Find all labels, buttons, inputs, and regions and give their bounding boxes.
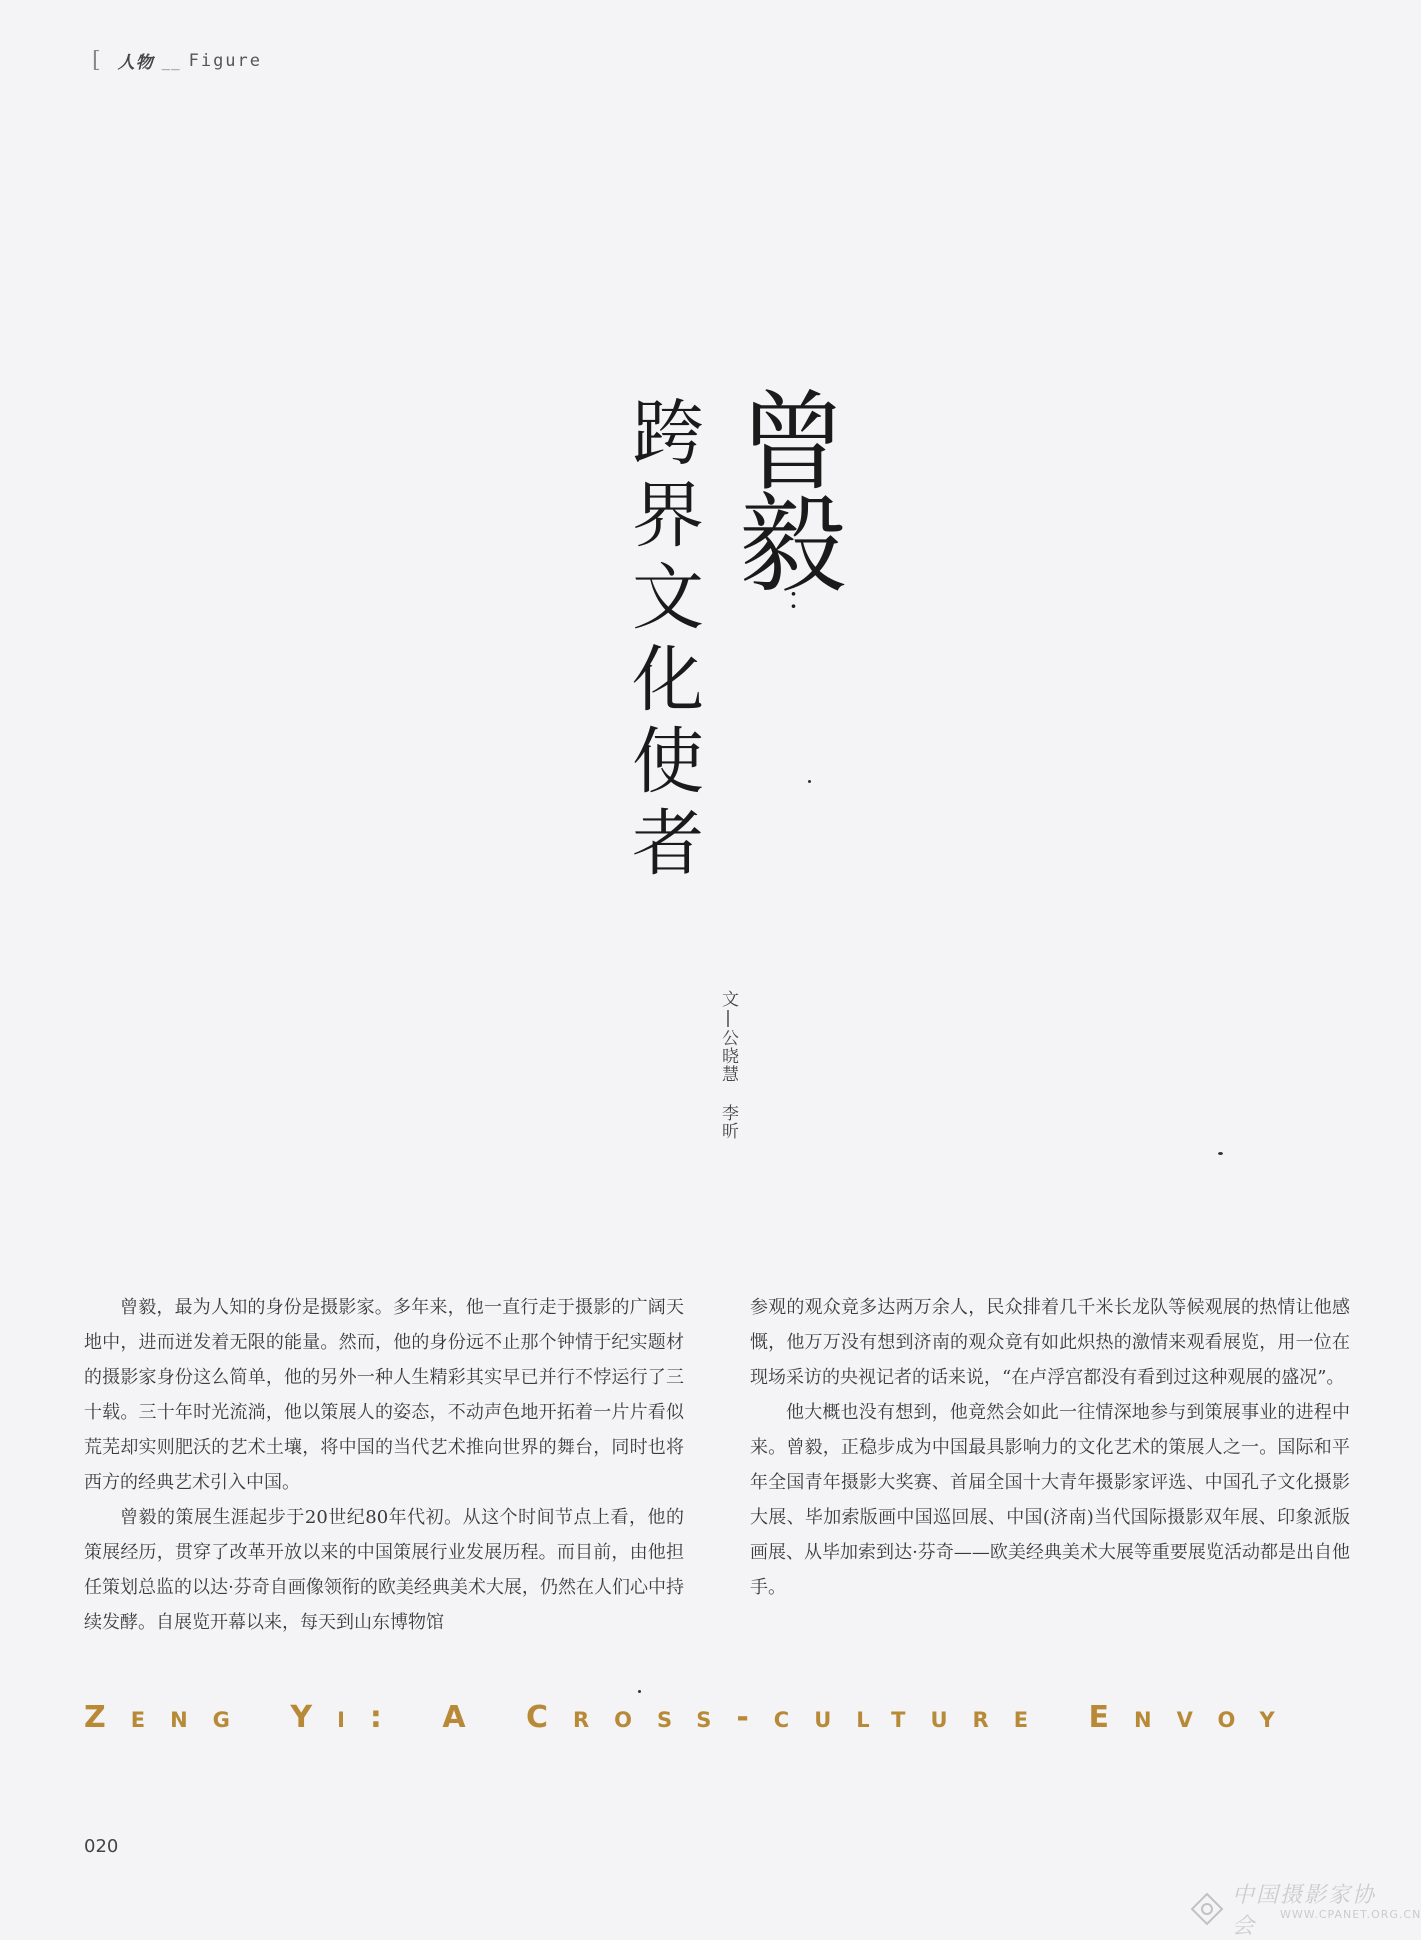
title-name-text: 曾毅	[720, 385, 845, 589]
article-title-name	[720, 385, 845, 613]
watermark-text-cn: 中国摄影家协会	[1232, 1883, 1377, 1939]
header-bracket: [	[92, 48, 102, 73]
section-label-en: Figure	[188, 50, 263, 71]
page-number: 020	[84, 1836, 119, 1857]
print-speck	[808, 780, 811, 783]
print-speck	[1218, 1152, 1223, 1155]
article-column-right	[750, 1290, 1350, 1605]
article-column-left	[84, 1290, 684, 1640]
print-speck	[638, 1690, 641, 1693]
paragraph-continuation: 参观的观众竟多达两万余人，民众排着几千米长龙队等候观展的热情让他感慨，他万万没有想到济南的观众竟有如此炽热的激情来观看展览，用一位在现场采访的央视记者的话来说，“在卢浮宫都没有看到过这种观展的盛况”。	[750, 1297, 1350, 1388]
section-header	[92, 48, 262, 73]
author-byline: 文|公晓慧 李昕	[718, 990, 738, 1140]
watermark	[1190, 1878, 1421, 1940]
paragraph: 曾毅，最为人知的身份是摄影家。多年来，他一直行走于摄影的广阔天地中，进而迸发着无限的能量。然而，他的身份远不止那个钟情于纪实题材的摄影家身份这么简单，他的另外一种人生精彩其实早已并行不悖运行了三十载。三十年时光流淌，他以策展人的姿态，不动声色地开拓着一片片看似荒芜却实则肥沃的艺术土壤，将中国的当代艺术推向世界的舞台，同时也将西方的经典艺术引入中国。	[84, 1297, 684, 1493]
english-title: Zeng Yi: A Cross-culture Envoy	[84, 1700, 1300, 1735]
article-subtitle: 跨界文化使者	[620, 395, 704, 887]
title-colon: ：	[765, 589, 800, 613]
section-label-cn: 人物	[117, 53, 154, 73]
association-logo-icon	[1190, 1892, 1224, 1926]
paragraph: 他大概也没有想到，他竟然会如此一往情深地参与到策展事业的进程中来。曾毅，正稳步成为中国最具影响力的文化艺术的策展人之一。国际和平年全国青年摄影大奖赛、首届全国十大青年摄影家评选、中国孔子文化摄影大展、毕加索版画中国巡回展、中国(济南)当代国际摄影双年展、印象派版画展、从毕加索到达·芬奇——欧美经典美术大展等重要展览活动都是出自他手。	[750, 1402, 1350, 1598]
paragraph: 曾毅的策展生涯起步于20世纪80年代初。从这个时间节点上看，他的策展经历，贯穿了改革开放以来的中国策展行业发展历程。而目前，由他担任策划总监的以达·芬奇自画像领衔的欧美经典美术大展，仍然在人们心中持续发酵。自展览开幕以来，每天到山东博物馆	[84, 1507, 684, 1633]
header-separator: __	[161, 50, 181, 71]
watermark-url: WWW.CPANET.ORG.CN	[1280, 1908, 1421, 1921]
